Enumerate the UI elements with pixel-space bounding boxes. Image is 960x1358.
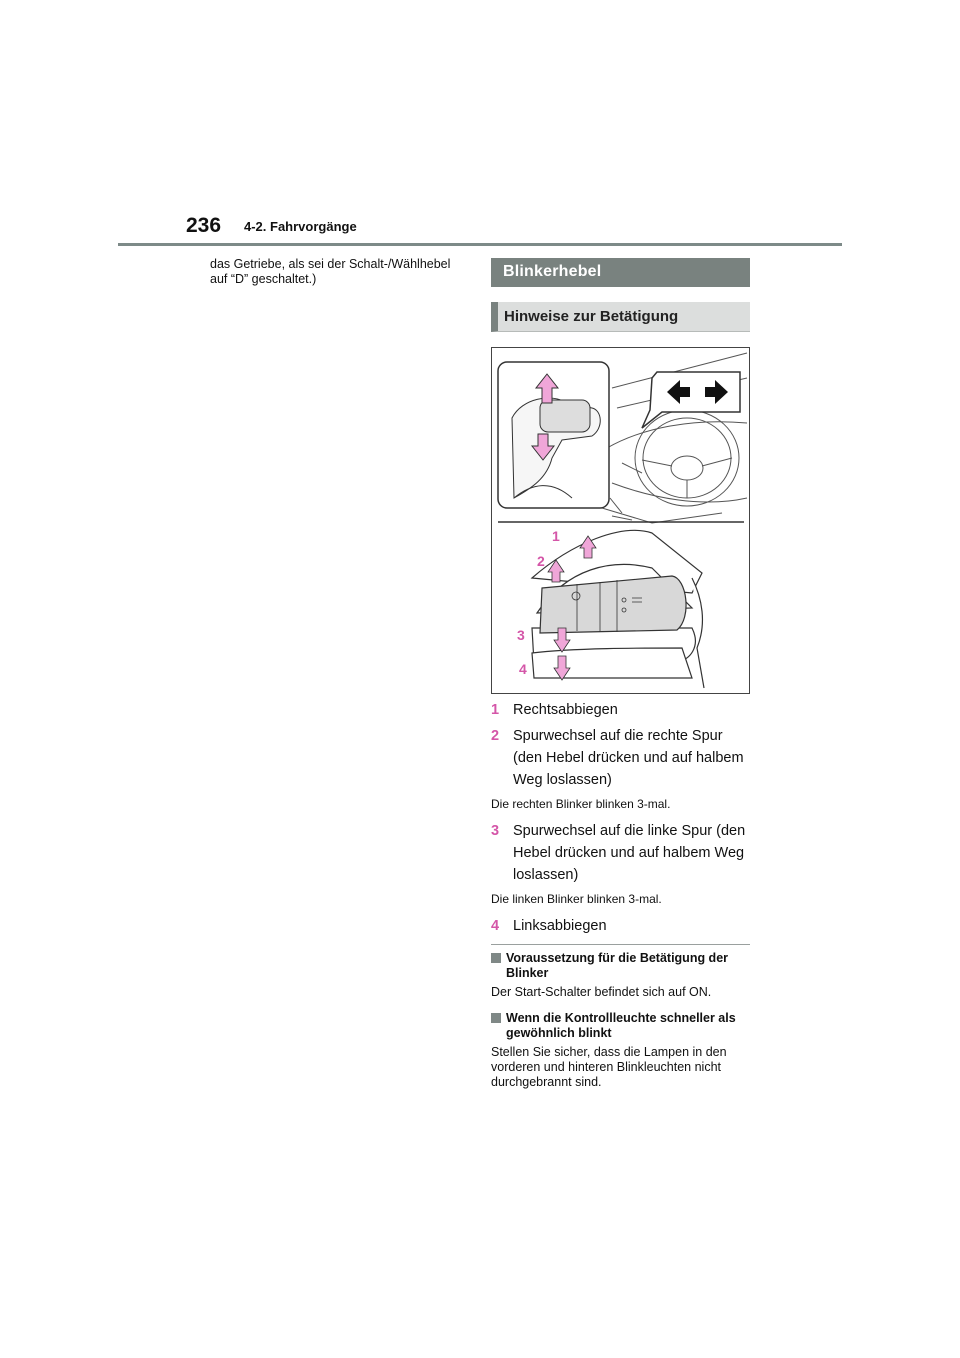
step-text: Rechtsabbiegen	[513, 702, 618, 718]
illustration-label-4: 4	[519, 661, 527, 677]
steps-list	[491, 699, 753, 937]
left-column-text: das Getriebe, als sei der Schalt-/Wählhebel auf “D” geschaltet.)	[210, 257, 451, 286]
step-2	[491, 725, 753, 791]
info-body: Stellen Sie sicher, dass die Lampen in den vorderen und hinteren Blinkleuchten nicht durchgebrannt sind.	[491, 1045, 727, 1089]
section-banner: Blinkerhebel	[491, 258, 750, 287]
page-number: 236	[186, 214, 222, 237]
info-block-fast-blinking	[491, 1011, 751, 1090]
info-heading	[491, 951, 751, 981]
step-note: Die linken Blinker blinken 3-mal.	[491, 892, 662, 906]
section-title: 4-2. Fahrvorgänge	[244, 219, 357, 234]
header-rule	[118, 243, 842, 246]
step-number: 3	[491, 823, 500, 839]
step-1	[491, 699, 753, 721]
step-text: Spurwechsel auf die rechte Spur (den Hebel drücken und auf halbem Weg loslassen)	[513, 728, 744, 788]
step-text: Spurwechsel auf die linke Spur (den Hebel drücken und auf halbem Weg loslassen)	[513, 823, 746, 883]
info-block-requirement	[491, 951, 751, 1000]
info-body: Der Start-Schalter befindet sich auf ON.	[491, 985, 712, 999]
square-bullet-icon	[491, 953, 501, 963]
step-note: Die rechten Blinker blinken 3-mal.	[491, 797, 671, 811]
info-heading-text: Wenn die Kontrollleuchte schneller als gewöhnlich blinkt	[506, 1011, 736, 1040]
turn-signal-lever-illustration	[491, 347, 750, 694]
step-number: 1	[491, 702, 500, 718]
step-4	[491, 915, 753, 937]
step-3	[491, 820, 753, 886]
illustration-label-3: 3	[517, 627, 525, 643]
info-heading-text: Voraussetzung für die Betätigung der Blinker	[506, 951, 729, 980]
illustration-label-1: 1	[552, 528, 560, 544]
section-divider	[491, 944, 750, 945]
info-heading	[491, 1011, 751, 1041]
step-text: Linksabbiegen	[513, 918, 607, 934]
square-bullet-icon	[491, 1013, 501, 1023]
subheading-banner: Hinweise zur Betätigung	[491, 302, 750, 332]
step-number: 2	[491, 728, 500, 744]
illustration-label-2: 2	[537, 553, 545, 569]
step-number: 4	[491, 918, 500, 934]
